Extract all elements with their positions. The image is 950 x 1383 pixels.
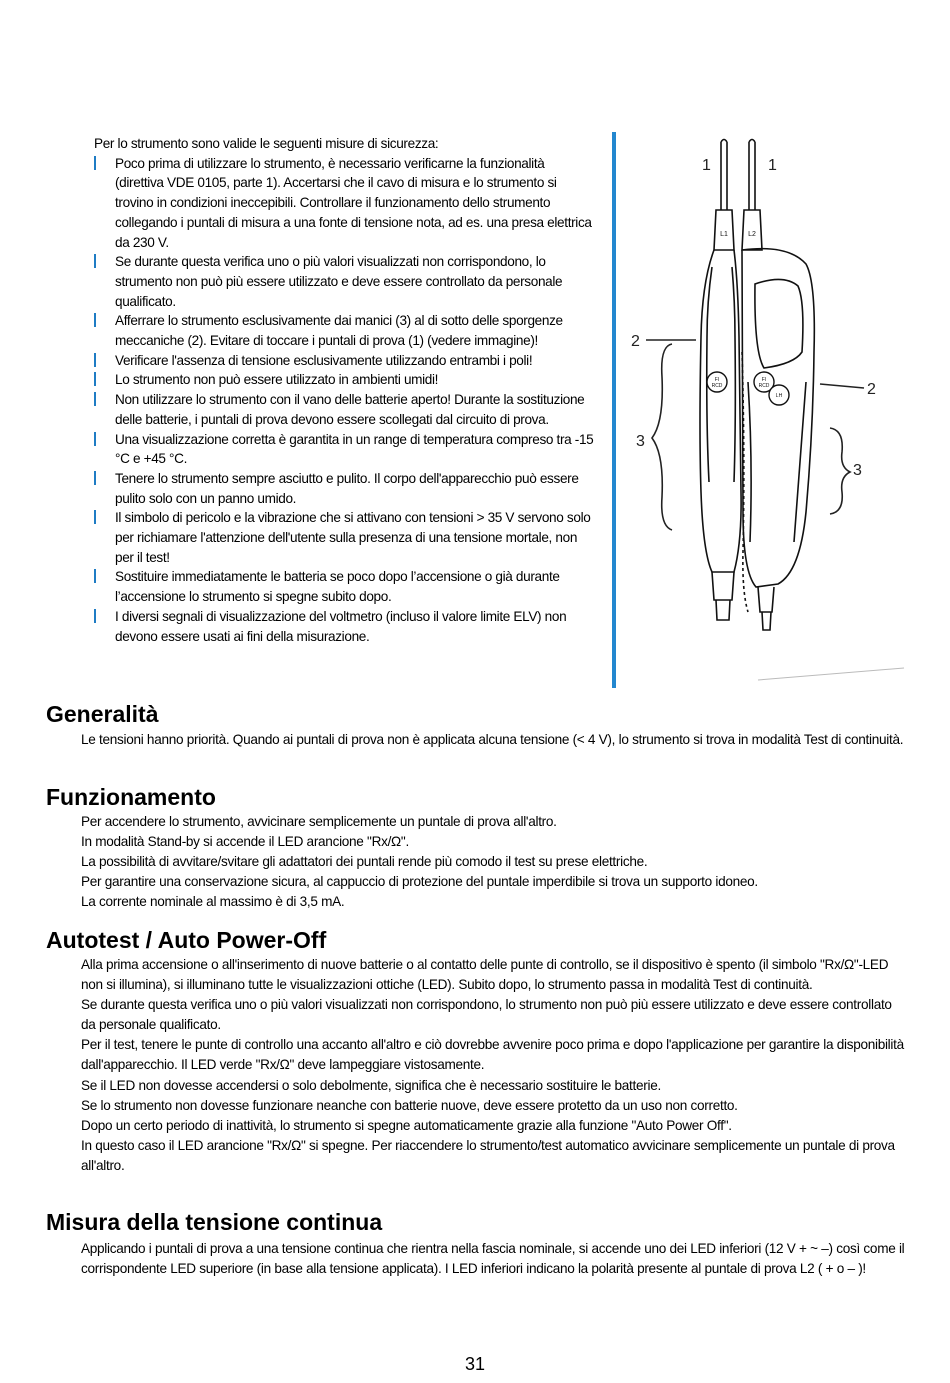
left-fi-label: FI: [714, 377, 720, 383]
probe-l1-label: L1: [720, 231, 728, 238]
paragraph: In modalità Stand-by si accende il LED arancione "Rx/Ω".: [81, 834, 409, 850]
bullet-marker: [94, 156, 96, 170]
bullet-text: Non utilizzare lo strumento con il vano delle batterie aperto! Durante la sostituzione delle batterie, i puntali di prova devono essere scollegati dal circuito di prova.: [115, 392, 585, 427]
bullet-text: Lo strumento non può essere utilizzato in ambienti umidi!: [115, 372, 439, 388]
lh-label: LH: [775, 393, 783, 399]
bullet-text: Tenere lo strumento sempre asciutto e pulito. Il corpo dell'apparecchio può essere pulito solo con un panno umido.: [115, 470, 579, 506]
section-title-tensione-continua: Misura della tensione continua: [46, 1209, 383, 1235]
paragraph: In questo caso il LED arancione "Rx/Ω" si spegne. Per riaccendere lo strumento/test automatico avvicinare semplicemente un puntale di prova all'altro.: [81, 1137, 895, 1173]
callout-2-right: 2: [867, 381, 876, 398]
paragraph: La corrente nominale al massimo è di 3,5 mA.: [81, 894, 345, 910]
paragraph: Per accendere lo strumento, avvicinare semplicemente un puntale di prova all'altro.: [81, 814, 557, 829]
probe-l2-label: L2: [748, 231, 756, 238]
callout-3-right: 3: [853, 462, 862, 479]
section-body-autotest: [81, 955, 907, 1176]
bullet-marker: [94, 372, 96, 386]
left-probe-tip: [721, 140, 727, 211]
bullet-item: [94, 508, 594, 567]
bullet-item: [94, 567, 594, 606]
bullet-marker: [94, 510, 96, 524]
bullet-item: [94, 469, 594, 508]
display-window: [755, 279, 803, 368]
bullet-item: [94, 311, 594, 350]
callout-3-left: 3: [636, 433, 645, 450]
paragraph: Le tensioni hanno priorità. Quando ai puntali di prova non è applicata alcuna tensione (< 4 V), lo strumento si trova in modalità Test di continuità.: [81, 732, 904, 747]
bullet-item: [94, 154, 594, 253]
right-probe-tip: [749, 140, 755, 211]
voltage-tester-drawing: [608, 132, 908, 688]
right-probe-collar: [742, 210, 762, 250]
figure-baseline: [758, 668, 904, 680]
section-title-autotest: Autotest / Auto Power-Off: [46, 927, 327, 953]
paragraph: Alla prima accensione o all'inserimento di nuove batterie o al contatto delle punte di controllo, se il dispositivo è spento (il simbolo "Rx/Ω"-LED non si illumina), si illuminano tutte le visualizzazioni ottiche (LED). Subito dopo, lo strumento passa in modalità Test di continuità.: [81, 957, 889, 993]
safety-measures-block: [94, 134, 594, 646]
callout-2-left: 2: [631, 333, 640, 350]
bullet-marker: [94, 609, 96, 623]
left-brace: [652, 344, 672, 530]
page-number: 31: [464, 1354, 486, 1374]
left-probe-foot: [712, 572, 734, 620]
bullet-marker: [94, 254, 96, 268]
bullet-text: Il simbolo di pericolo e la vibrazione che si attivano con tensioni > 35 V servono solo per richiamare l'attenzione dell'utente sulla presenza di una tensione mortale, non per il test!: [115, 510, 591, 565]
bullet-item: [94, 351, 594, 371]
bullet-marker: [94, 569, 96, 583]
right-brace: [830, 428, 850, 514]
bullet-text: Una visualizzazione corretta è garantita in un range di temperatura compreso tra -15 °C e +45 °C.: [115, 431, 594, 467]
bullet-marker: [94, 353, 96, 367]
bullet-text: Se durante questa verifica uno o più valori visualizzati non corrispondono, lo strumento non può più essere utilizzato e deve essere controllato da personale qualificato.: [115, 254, 563, 309]
left-probe-collar: [714, 210, 734, 250]
paragraph: Per il test, tenere le punte di controllo una accanto all'altro e ciò dovrebbe avvenire poco prima e dopo l'applicazione per garantire la disponibilità dall'apparecchio. Il LED verde "Rx/Ω" deve lampeggiare vistosamente.: [81, 1037, 904, 1073]
paragraph: Se durante questa verifica uno o più valori visualizzati non corrispondono, lo strumento non può più essere utilizzato e deve essere controllato da personale qualificato.: [81, 997, 892, 1033]
body-inner-contour: [748, 382, 806, 542]
safety-measures-title: Per lo strumento sono valide le seguenti misure di sicurezza:: [94, 136, 439, 151]
paragraph: Se il LED non dovesse accendersi o solo debolmente, significa che è necessario sostituire le batterie.: [81, 1077, 661, 1093]
bullet-text: Poco prima di utilizzare lo strumento, è necessario verificarne la funzionalità (direttiva VDE 0105, parte 1). Accertarsi che il cavo di misura e lo strumento si trovino in condizioni ineccepibili. Controllare il funzionamento dello strumento collegando i puntali di misura a una fonte di tensione nota, ad es. una presa elettrica da 230 V.: [115, 155, 592, 250]
safety-bullet-list: [94, 154, 594, 647]
bullet-text: Sostituire immediatamente le batteria se poco dopo l’accensione o già durante l’accensione lo strumento si spegne subito dopo.: [115, 569, 560, 605]
bullet-item: [94, 252, 594, 311]
bullet-marker: [94, 313, 96, 327]
bullet-item: [94, 607, 594, 646]
right-rcd-label: RCD: [758, 383, 770, 389]
bullet-text: I diversi segnali di visualizzazione del voltmetro (incluso il valore limite ELV) non devono essere usati ai fini della misurazione.: [115, 608, 567, 644]
bullet-marker: [94, 392, 96, 406]
section-body-funzionamento: [81, 812, 907, 912]
section-body-generalita: [81, 730, 907, 750]
right-fi-label: FI: [761, 377, 767, 383]
bullet-marker: [94, 471, 96, 485]
callout-1-right: 1: [768, 157, 777, 174]
bullet-marker: [94, 432, 96, 446]
paragraph: Se lo strumento non dovesse funzionare neanche con batterie nuove, deve essere protetto da un uso non corretto.: [81, 1097, 738, 1113]
paragraph: La possibilità di avvitare/svitare gli adattatori dei puntali rende più comodo il test su prese elettriche.: [81, 854, 648, 870]
main-body-foot: [758, 587, 774, 630]
bullet-text: Afferrare lo strumento esclusivamente dai manici (3) al di sotto delle sporgenze meccaniche (2). Evitare di toccare i puntali di prova (1) (vedere immagine)!: [115, 313, 563, 349]
bullet-item: [94, 430, 594, 469]
bullet-text: Verificare l'assenza di tensione esclusivamente utilizzando entrambi i poli!: [115, 352, 533, 368]
paragraph: Per garantire una conservazione sicura, al cappuccio di protezione del puntale imperdibile si trova un supporto idoneo.: [81, 874, 758, 890]
bullet-item: [94, 390, 594, 429]
left-rcd-label: RCD: [711, 383, 723, 389]
paragraph: Applicando i puntali di prova a una tensione continua che rientra nella fascia nominale, si accende uno dei LED inferiori (12 V + ~ –) così come il corrispondente LED superiore (in base alla tensione applicata). I LED inferiori indicano la polarità presente al puntale di prova L2 ( + o – )!: [81, 1241, 905, 1277]
callout-2-right-line: [820, 384, 864, 388]
section-title-generalita: Generalità: [46, 701, 159, 727]
paragraph: Dopo un certo periodo di inattività, lo strumento si spegne automaticamente grazie alla funzione "Auto Power Off".: [81, 1117, 732, 1133]
voltage-tester-illustration: [608, 132, 908, 688]
bullet-item: [94, 370, 594, 390]
section-body-tensione-continua: [81, 1239, 907, 1279]
callout-1-left: 1: [702, 157, 711, 174]
section-title-funzionamento: Funzionamento: [46, 784, 216, 810]
